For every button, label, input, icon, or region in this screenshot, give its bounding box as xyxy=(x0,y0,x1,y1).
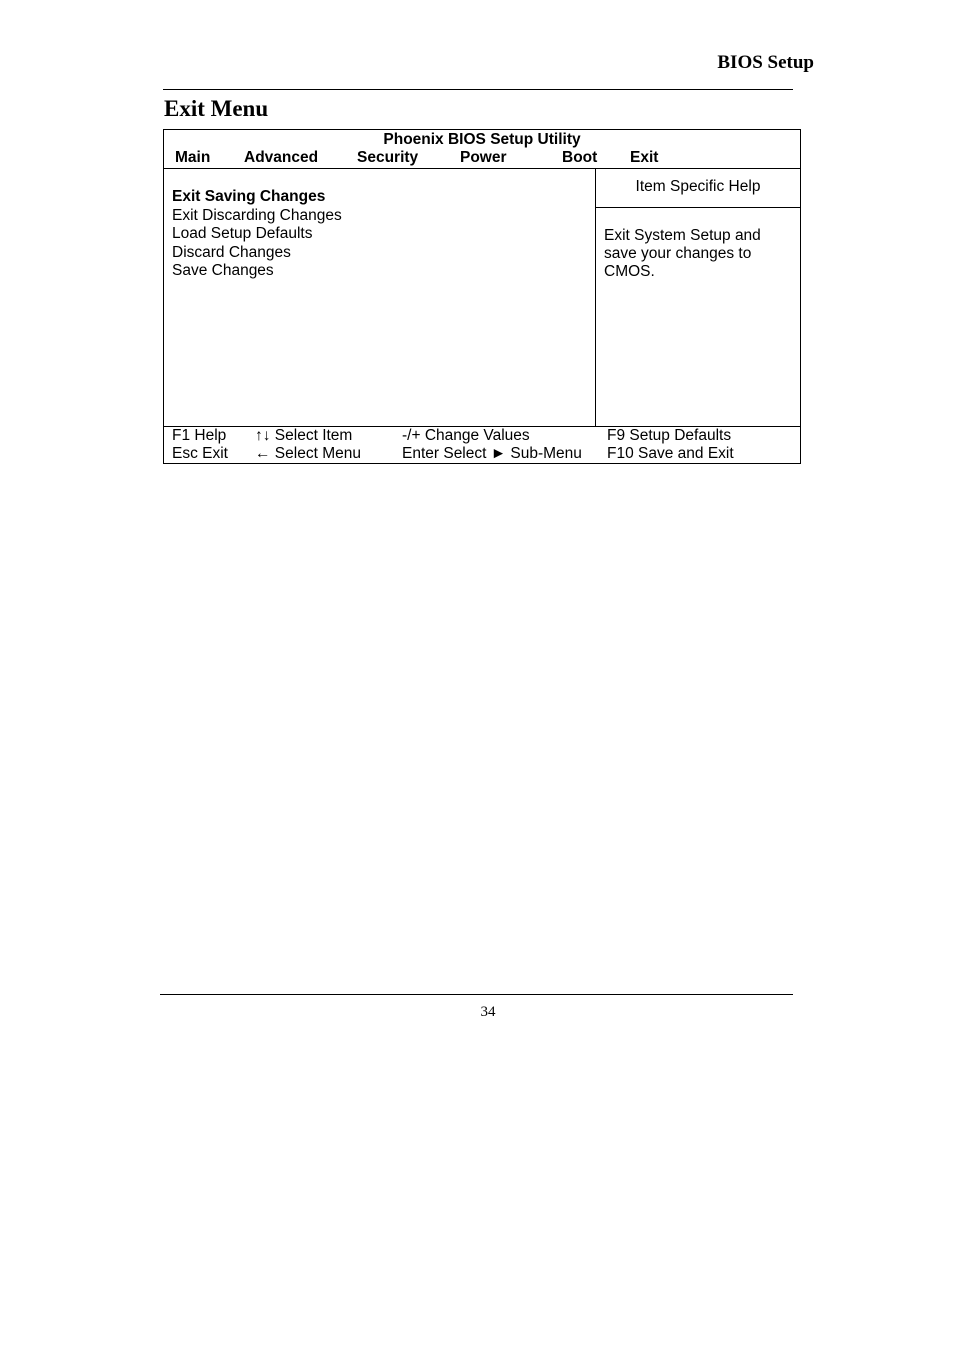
key-f1-help: F1 Help xyxy=(172,427,227,444)
key-esc-exit: Esc Exit xyxy=(172,445,228,462)
option-save-changes[interactable]: Save Changes xyxy=(172,262,274,279)
page-header-title: BIOS Setup xyxy=(717,52,814,73)
option-exit-discarding-changes[interactable]: Exit Discarding Changes xyxy=(172,206,342,224)
key-f9-setup-defaults: F9 Setup Defaults xyxy=(607,427,732,444)
key-enter-submenu: Enter Select ► Sub-Menu xyxy=(402,445,582,462)
help-panel-text: Exit System Setup and save your changes to CMOS. xyxy=(604,227,761,280)
bios-utility-title: Phoenix BIOS Setup Utility xyxy=(383,131,581,148)
menu-tab-security[interactable]: Security xyxy=(357,149,419,166)
section-heading: Exit Menu xyxy=(164,96,269,121)
key-select-menu: ← Select Menu xyxy=(255,445,361,462)
help-panel-title: Item Specific Help xyxy=(635,178,761,195)
menu-tab-power[interactable]: Power xyxy=(460,149,507,166)
option-discard-changes[interactable]: Discard Changes xyxy=(172,243,291,261)
menu-tab-advanced[interactable]: Advanced xyxy=(244,149,319,166)
bios-screen xyxy=(163,129,801,464)
bios-menu-bar xyxy=(164,149,800,169)
exit-options-list xyxy=(172,188,342,281)
header-divider xyxy=(163,89,793,90)
option-exit-saving-changes[interactable]: Exit Saving Changes xyxy=(172,188,326,205)
option-load-setup-defaults[interactable]: Load Setup Defaults xyxy=(172,225,313,242)
menu-tab-exit[interactable]: Exit xyxy=(630,149,659,166)
key-f10-save-exit: F10 Save and Exit xyxy=(607,445,734,462)
key-change-values: -/+ Change Values xyxy=(402,427,530,444)
menu-tab-boot[interactable]: Boot xyxy=(562,149,598,166)
footer-page-divider xyxy=(160,994,793,995)
key-select-item: ↑↓ Select Item xyxy=(255,427,353,444)
help-panel-divider xyxy=(596,207,800,208)
menu-tab-main[interactable]: Main xyxy=(175,149,211,166)
menu-bar-divider xyxy=(164,168,800,169)
key-legend xyxy=(164,427,800,463)
page-number: 34 xyxy=(480,1004,496,1020)
